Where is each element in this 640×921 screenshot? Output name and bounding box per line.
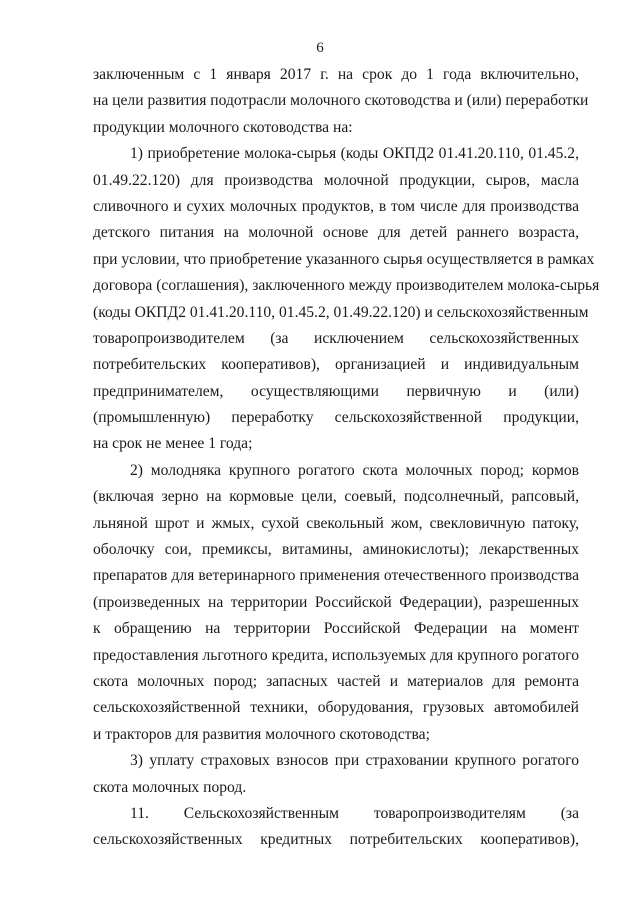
text-line: (коды ОКПД2 01.41.20.110, 01.45.2, 01.49.22.120) и сельскохозяйственным (93, 303, 589, 321)
text-line: (промышленную) переработку сельскохозяйственной продукции, (93, 409, 579, 427)
text-line: на цели развития подотрасли молочного скотоводства и (или) переработки (93, 92, 589, 110)
text-line: заключенным с 1 января 2017 г. на срок до 1 года включительно, (93, 66, 579, 83)
text-line: и тракторов для развития молочного скотоводства; (93, 725, 430, 743)
text-line: при условии, что приобретение указанного сырья осуществляется в рамках (93, 250, 595, 268)
body-text (93, 62, 600, 854)
text-line: 1) приобретение молока-сырья (коды ОКПД2 01.41.20.110, 01.45.2, (130, 145, 579, 163)
text-line: продукции молочного скотоводства на: (93, 118, 353, 136)
text-line: сельскохозяйственных кредитных потребительских кооперативов), (93, 831, 579, 849)
text-line: сельскохозяйственной техники, оборудования, грузовых автомобилей (93, 699, 579, 717)
text-line: скота молочных пород; запасных частей и материалов для ремонта (93, 672, 579, 690)
text-line: 11. Сельскохозяйственным товаропроизводителям (за (130, 804, 579, 822)
text-line: льняной шрот и жмых, сухой свекольный жом, свекловичную патоку, (93, 514, 579, 532)
text-line: предоставления льготного кредита, используемых для крупного рогатого (93, 646, 579, 664)
text-line: договора (соглашения), заключенного между производителем молока-сырья (93, 277, 600, 295)
page-number: 6 (316, 40, 324, 56)
text-line: (произведенных на территории Российской Федерации), разрешенных (93, 593, 579, 611)
text-line: на срок не менее 1 года; (93, 435, 253, 453)
text-line: препаратов для ветеринарного применения отечественного производства (93, 567, 579, 585)
text-line: к обращению на территории Российской Федерации на момент (93, 620, 579, 638)
text-line: потребительских кооперативов), организацией и индивидуальным (93, 356, 579, 374)
text-line: 2) молодняка крупного рогатого скота молочных пород; кормов (130, 461, 579, 479)
text-line: товаропроизводителем (за исключением сельскохозяйственных (93, 329, 579, 347)
text-line: (включая зерно на кормовые цели, соевый, подсолнечный, рапсовый, (93, 488, 579, 506)
text-line: сливочного и сухих молочных продуктов, в том числе для производства (93, 197, 579, 215)
text-line: 01.49.22.120) для производства молочной продукции, сыров, масла (93, 171, 579, 189)
text-line: детского питания на молочной основе для детей раннего возраста, (93, 224, 579, 242)
text-line: оболочку сои, премиксы, витамины, аминокислоты); лекарственных (93, 541, 579, 559)
text-line: скота молочных пород. (93, 778, 247, 796)
text-line: 3) уплату страховых взносов при страховании крупного рогатого (130, 752, 579, 770)
text-line: предпринимателем, осуществляющими первичную и (или) (93, 382, 579, 400)
